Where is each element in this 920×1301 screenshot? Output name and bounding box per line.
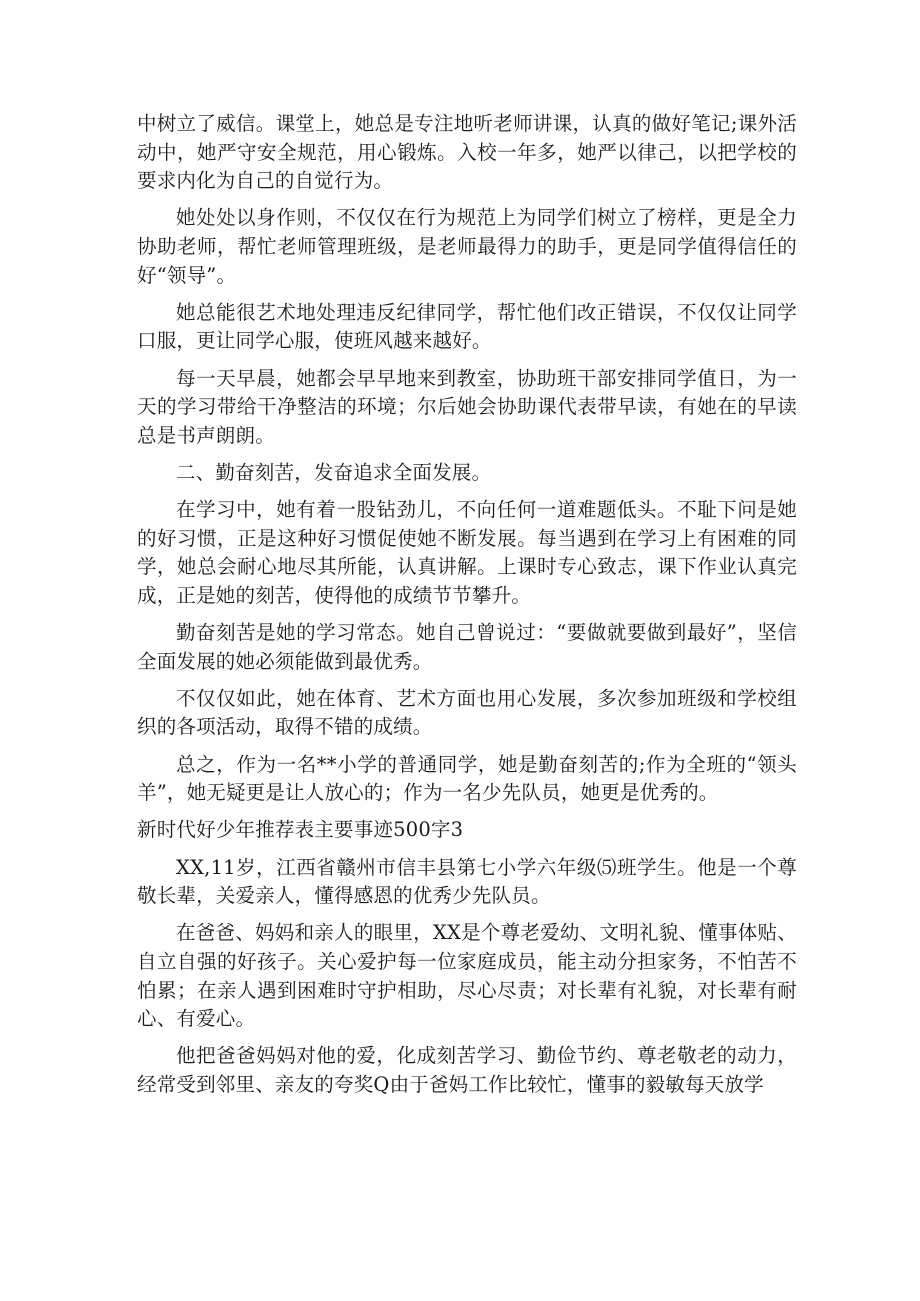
paragraph-6: 勤奋刻苦是她的学习常态。她自己曾说过：“要做就要做到最好”，坚信全面发展的她必须能做到最优秀。 bbox=[137, 621, 797, 673]
paragraph-2: 她处处以身作则，不仅仅在行为规范上为同学们树立了榜样，更是全力协助老师，帮忙老师管理班级，是老师最得力的助手，更是同学值得信任的好“领导”。 bbox=[137, 206, 797, 287]
subheading-diligence: 二、勤奋刻苦，发奋追求全面发展。 bbox=[176, 460, 492, 484]
paragraph-4: 每一天早晨，她都会早早地来到教室，协助班干部安排同学值日，为一天的学习带给干净整洁的环境；尔后她会协助课代表带早读，有她在的早读总是书声朗朗。 bbox=[137, 366, 797, 447]
paragraph-10: 在爸爸、妈妈和亲人的眼里，XX是个尊老爱幼、文明礼貌、懂事体贴、自立自强的好孩子。关心爱护每一位家庭成员，能主动分担家务，不怕苦不怕累；在亲人遇到困难时守护相助，尽心尽责；对长辈有礼貌，对长辈有耐心、有爱心。 bbox=[137, 921, 797, 1031]
paragraph-3: 她总能很艺术地处理违反纪律同学，帮忙他们改正错误，不仅仅让同学口服，更让同学心服，使班风越来越好。 bbox=[137, 300, 797, 353]
section-title: 新时代好少年推荐表主要事迹500字3 bbox=[137, 818, 464, 842]
paragraph-7: 不仅仅如此，她在体育、艺术方面也用心发展，多次参加班级和学校组织的各项活动，取得不错的成绩。 bbox=[137, 686, 797, 739]
paragraph-9: XX,11岁，江西省赣州市信丰县第七小学六年级⑸班学生。他是一个尊敬长辈，关爱亲人，懂得感恩的优秀少先队员。 bbox=[137, 855, 797, 908]
paragraph-8: 总之，作为一名**小学的普通同学，她是勤奋刻苦的;作为全班的“领头羊”，她无疑更是让人放心的；作为一名少先队员，她更是优秀的。 bbox=[137, 752, 797, 805]
paragraph-11: 他把爸爸妈妈对他的爱，化成刻苦学习、勤俭节约、尊老敬老的动力，经常受到邻里、亲友的夸奖Q由于爸妈工作比较忙，懂事的毅敏每天放学 bbox=[137, 1044, 797, 1096]
paragraph-5: 在学习中，她有着一股钻劲儿，不向任何一道难题低头。不耻下问是她的好习惯，正是这种好习惯促使她不断发展。每当遇到在学习上有困难的同学，她总会耐心地尽其所能，认真讲解。上课时专心致志，课下作业认真完成，正是她的刻苦，使得他的成绩节节攀升。 bbox=[137, 498, 797, 607]
document-body bbox=[137, 110, 797, 1108]
paragraph-1: 中树立了威信。课堂上，她总是专注地听老师讲课，认真的做好笔记;课外活动中，她严守安全规范，用心锻炼。入校一年多，她严以律己，以把学校的要求内化为自己的自觉行为。 bbox=[137, 112, 797, 193]
